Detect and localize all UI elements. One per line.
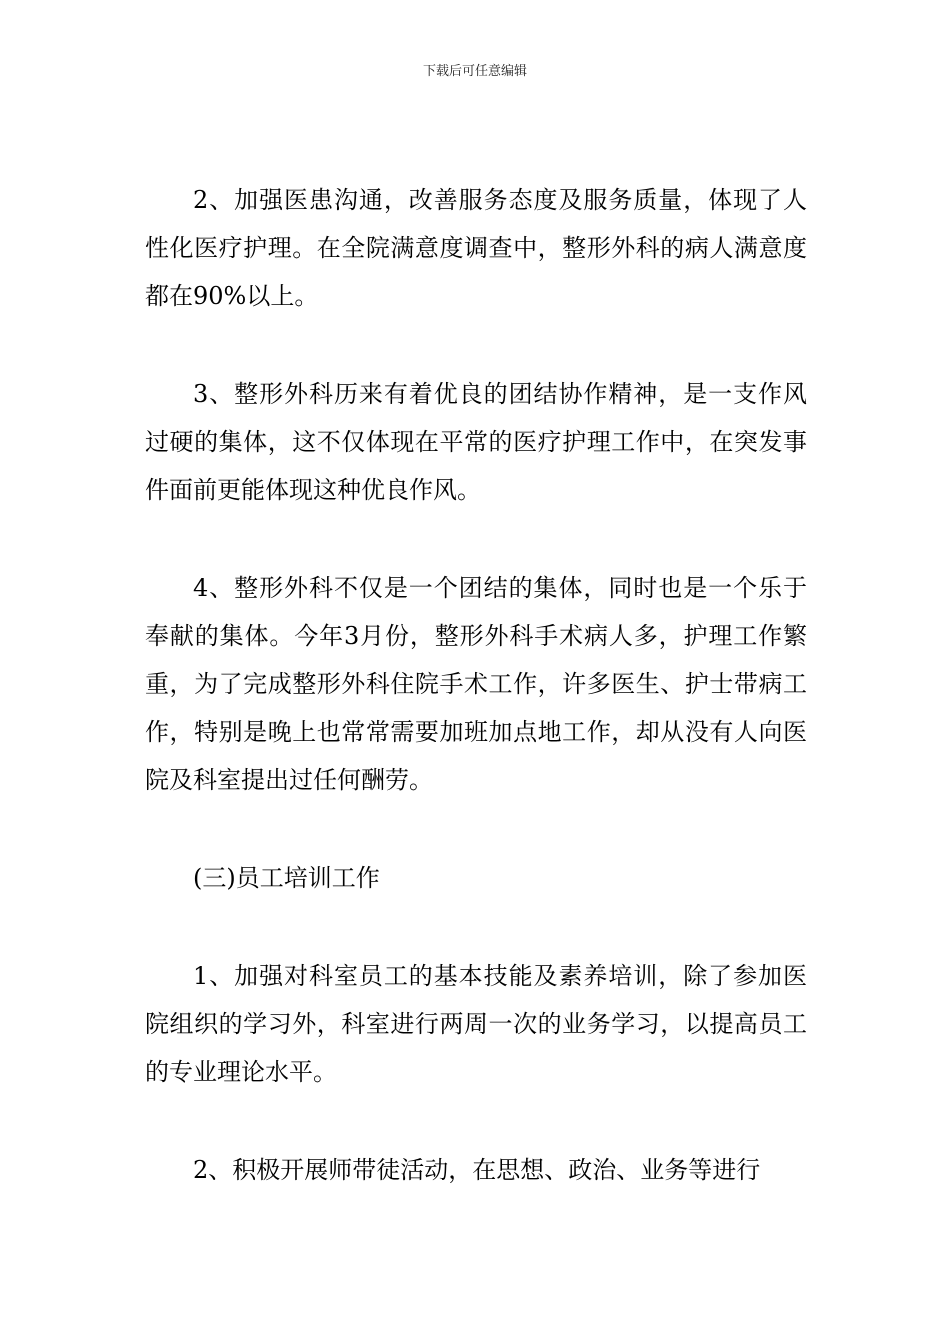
document-body bbox=[145, 176, 807, 1244]
page-header: 下载后可任意编辑 bbox=[422, 64, 527, 79]
paragraph-patient-communication: 2、加强医患沟通，改善服务态度及服务质量，体现了人性化医疗护理。在全院满意度调查中，整形外科的病人满意度都在90%以上。 bbox=[145, 186, 807, 310]
section-heading-staff-training: (三)员工培训工作 bbox=[193, 864, 380, 892]
paragraph-mentorship: 2、积极开展师带徒活动，在思想、政治、业务等进行 bbox=[193, 1156, 761, 1184]
paragraph-dedication: 4、整形外科不仅是一个团结的集体，同时也是一个乐于奉献的集体。今年3月份，整形外科手术病人多，护理工作繁重，为了完成整形外科住院手术工作，许多医生、护士带病工作，特别是晚上也常常需要加班加点地工作，却从没有人向医院及科室提出过任何酬劳。 bbox=[145, 574, 807, 794]
paragraph-teamwork: 3、整形外科历来有着优良的团结协作精神，是一支作风过硬的集体，这不仅体现在平常的医疗护理工作中，在突发事件面前更能体现这种优良作风。 bbox=[145, 380, 807, 504]
paragraph-skills-training: 1、加强对科室员工的基本技能及素养培训，除了参加医院组织的学习外，科室进行两周一次的业务学习，以提高员工的专业理论水平。 bbox=[145, 962, 807, 1086]
